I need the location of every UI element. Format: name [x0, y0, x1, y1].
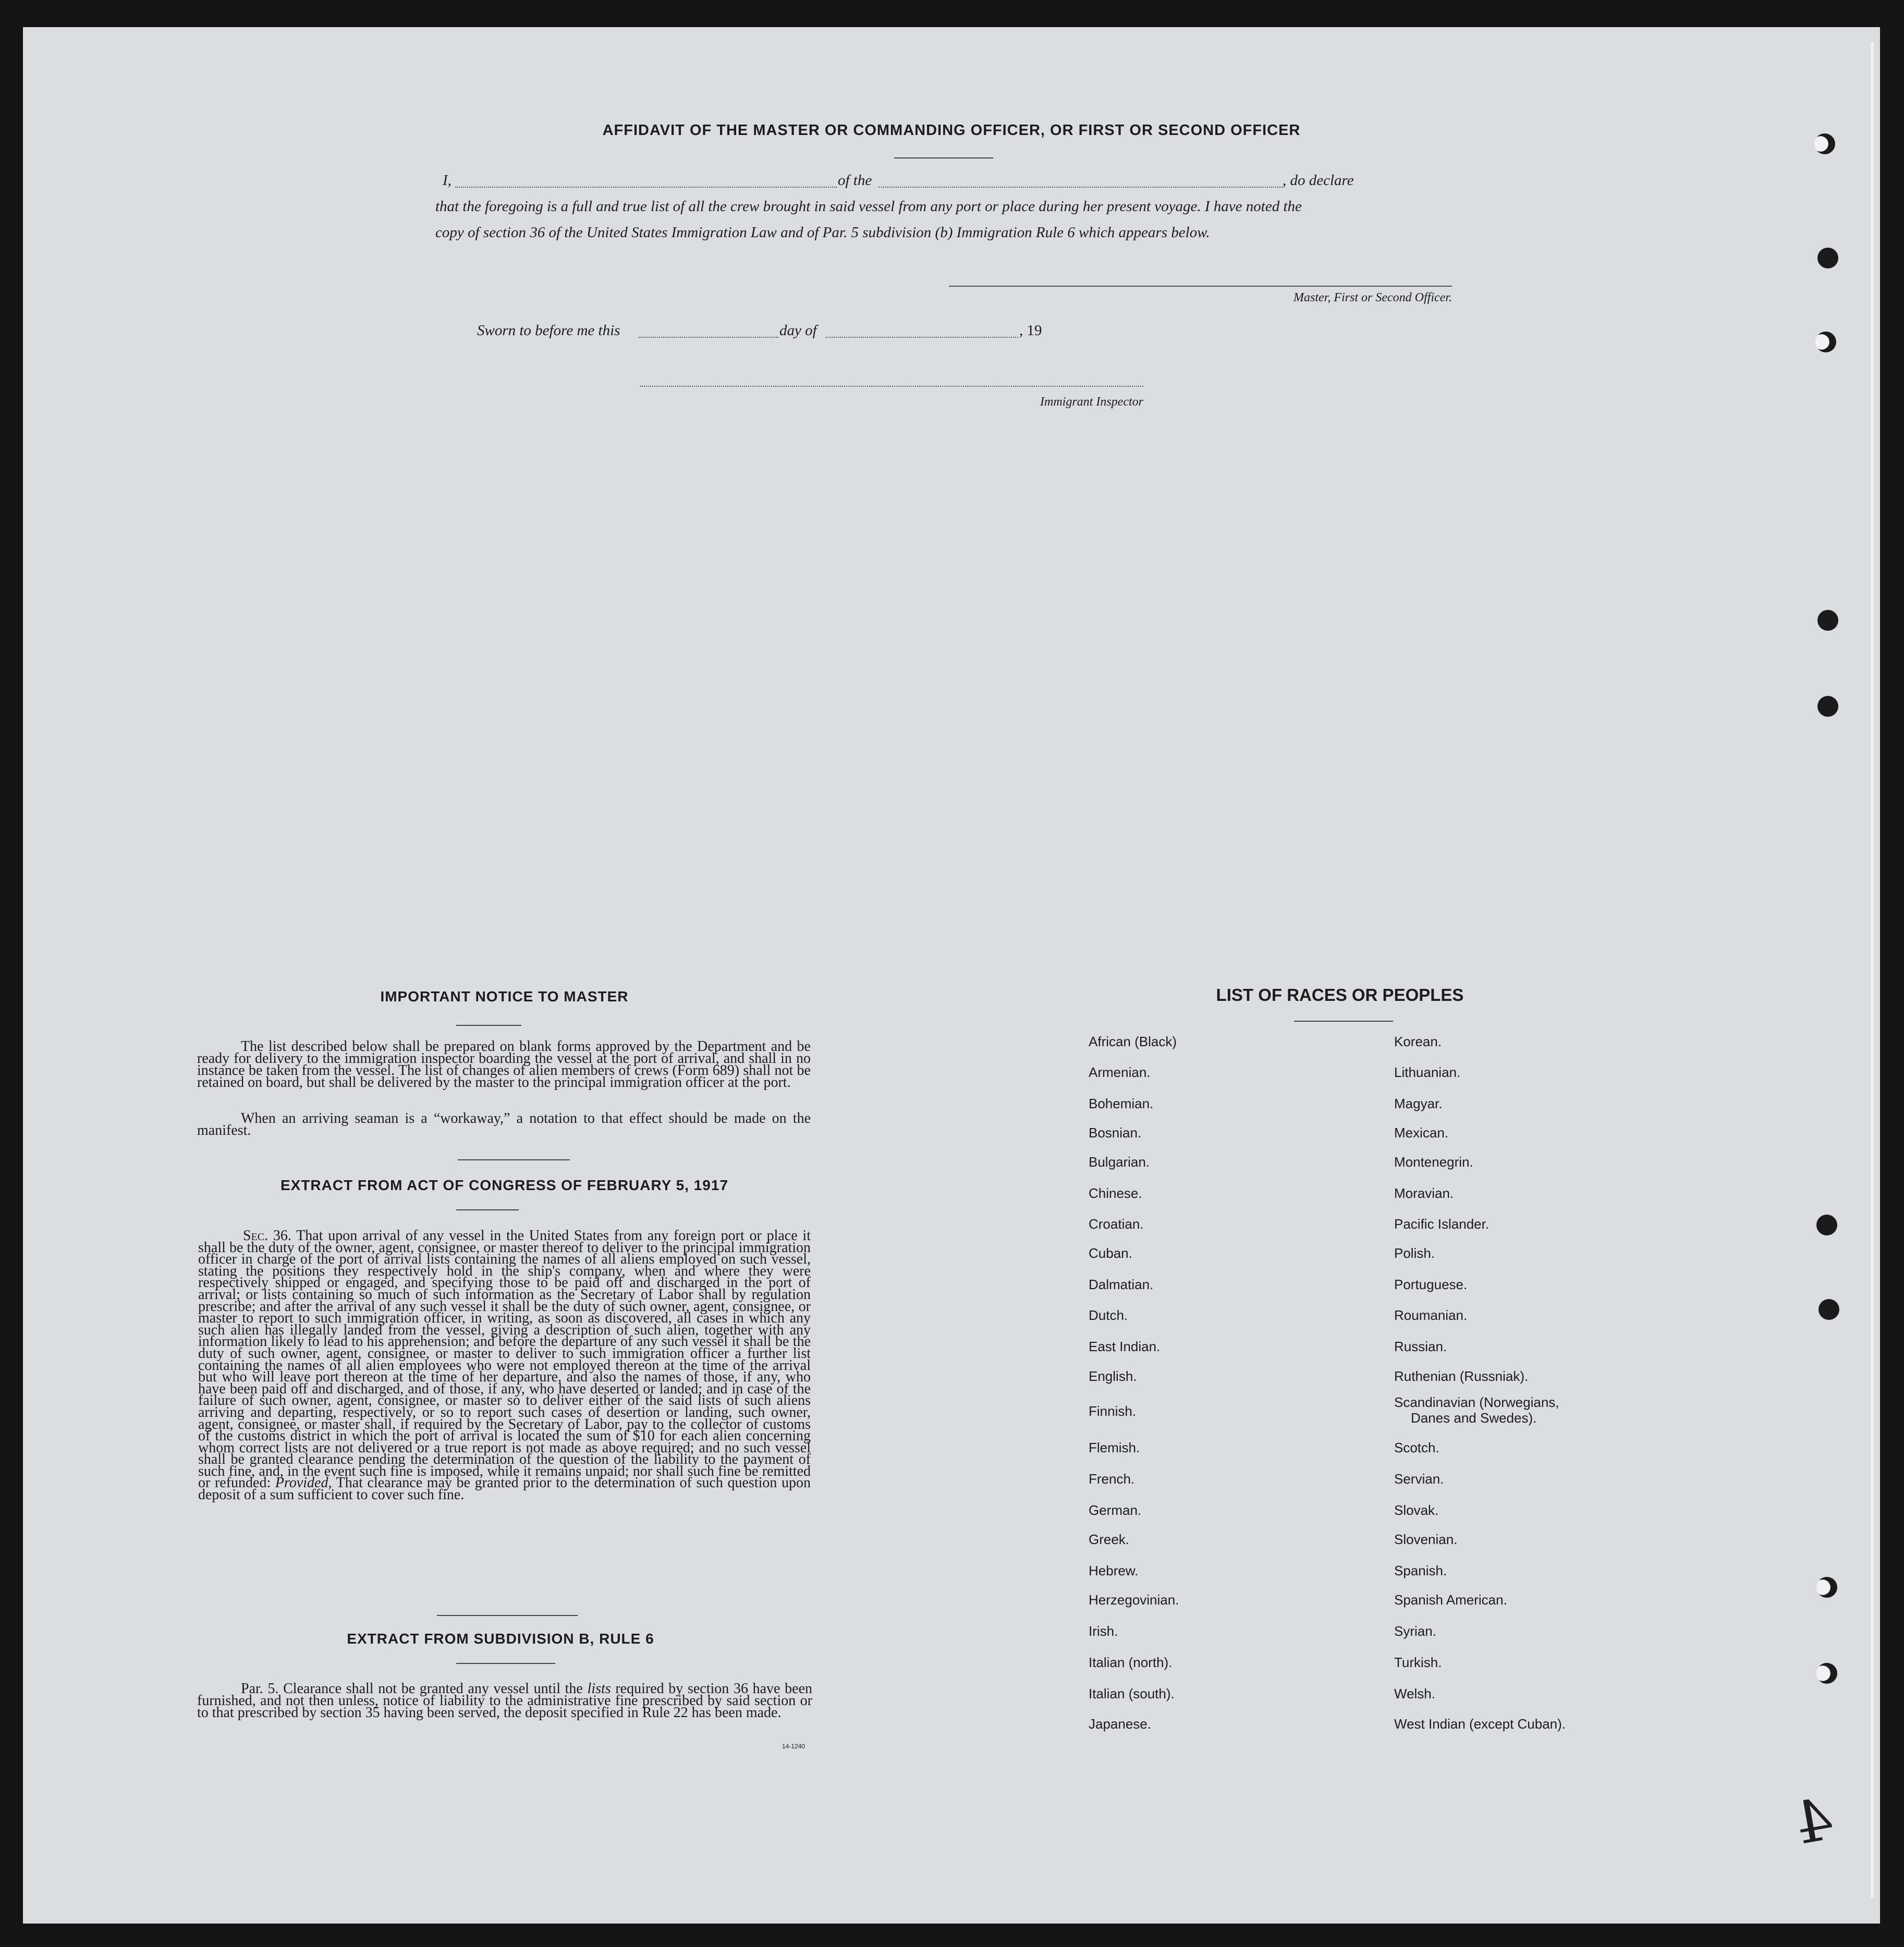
binder-hole: [1816, 1577, 1837, 1598]
binder-hole: [1815, 332, 1836, 352]
rule-paragraph-5: [197, 1683, 812, 1719]
race-item: Irish.: [1089, 1623, 1118, 1639]
race-item: Roumanian.: [1394, 1307, 1468, 1323]
binder-hole: [1817, 610, 1838, 631]
notice-title: IMPORTANT NOTICE TO MASTER: [380, 988, 629, 1005]
race-item: Mexican.: [1394, 1125, 1449, 1141]
race-item: Montenegrin.: [1394, 1154, 1473, 1170]
race-item: Servian.: [1394, 1471, 1444, 1487]
race-item: Slovak.: [1394, 1502, 1439, 1518]
race-item: French.: [1089, 1471, 1135, 1487]
binder-hole: [1818, 1299, 1839, 1320]
section-label: Sec. 36.: [243, 1228, 291, 1244]
rule-text-start: Par. 5. Clearance shall not be granted any vessel until the: [241, 1681, 583, 1697]
page-edge: [1871, 42, 1874, 1897]
race-item: Pacific Islander.: [1394, 1216, 1490, 1232]
declarant-name-field[interactable]: [455, 187, 837, 188]
race-item: Flemish.: [1089, 1440, 1140, 1455]
master-signature-label: Master, First or Second Officer.: [1293, 291, 1452, 304]
race-item: Italian (south).: [1089, 1686, 1175, 1701]
binder-hole: [1814, 133, 1835, 154]
master-signature-line[interactable]: [949, 286, 1452, 287]
form-number: 14-1240: [782, 1743, 805, 1750]
race-item: Dalmatian.: [1089, 1277, 1154, 1292]
race-item: Moravian.: [1394, 1185, 1454, 1201]
race-item: Herzegovinian.: [1089, 1592, 1179, 1608]
of-the-label: of the: [838, 172, 872, 189]
year-label: , 19: [1019, 322, 1042, 339]
declare-label: , do declare: [1283, 172, 1354, 189]
race-item: Chinese.: [1089, 1185, 1142, 1201]
sworn-label: Sworn to before me this: [477, 322, 620, 339]
binder-hole: [1817, 696, 1838, 717]
act-extract-title: EXTRACT FROM ACT OF CONGRESS OF FEBRUARY 5, 1917: [280, 1177, 729, 1193]
race-item: Italian (north).: [1089, 1655, 1173, 1670]
race-item: Dutch.: [1089, 1307, 1128, 1323]
vessel-name-field[interactable]: [878, 187, 1283, 188]
race-item: Japanese.: [1089, 1716, 1151, 1732]
race-item: Syrian.: [1394, 1623, 1436, 1639]
race-item: Welsh.: [1394, 1686, 1435, 1701]
races-title: LIST OF RACES OR PEOPLES: [1216, 985, 1464, 1005]
divider: [894, 157, 993, 158]
binder-hole: [1817, 248, 1838, 268]
race-item: English.: [1089, 1368, 1137, 1384]
race-item: African (Black): [1089, 1034, 1177, 1049]
race-item: Slovenian.: [1394, 1532, 1458, 1547]
sworn-line: [477, 322, 1155, 343]
binder-hole: [1816, 1215, 1837, 1235]
section-body-end: That clearance may be granted prior to the determination of such question upon deposit of a sum sufficient to cover such fine.: [198, 1475, 811, 1503]
race-item: Cuban.: [1089, 1245, 1132, 1261]
race-item: Polish.: [1394, 1245, 1435, 1261]
binder-hole: [1816, 1663, 1837, 1684]
inspector-signature-label: Immigrant Inspector: [1040, 395, 1143, 409]
race-item: Korean.: [1394, 1034, 1442, 1049]
race-item: Spanish American.: [1394, 1592, 1507, 1608]
inspector-signature-line[interactable]: [640, 386, 1143, 387]
declarant-prefix: I,: [443, 172, 451, 189]
lists-word: lists: [587, 1681, 611, 1697]
divider: [437, 1615, 578, 1616]
race-item: Ruthenian (Russniak).: [1394, 1368, 1529, 1384]
race-item: Bosnian.: [1089, 1125, 1142, 1141]
race-item: Lithuanian.: [1394, 1064, 1461, 1080]
race-item: Greek.: [1089, 1532, 1130, 1547]
race-item: Scotch.: [1394, 1440, 1439, 1455]
race-item: Croatian.: [1089, 1216, 1144, 1232]
race-item: Finnish.: [1089, 1403, 1137, 1419]
race-item: Hebrew.: [1089, 1563, 1139, 1578]
rule-extract-title: EXTRACT FROM SUBDIVISION B, RULE 6: [347, 1631, 654, 1647]
affidavit-line-3: copy of section 36 of the United States Immigration Law and of Par. 5 subdivision (b) Immigration Rule 6 which appears below.: [435, 224, 1210, 241]
race-item: Turkish.: [1394, 1655, 1442, 1670]
race-item: East Indian.: [1089, 1339, 1161, 1354]
race-item: West Indian (except Cuban).: [1394, 1716, 1566, 1732]
race-item: Spanish.: [1394, 1563, 1447, 1578]
race-item: Magyar.: [1394, 1096, 1443, 1111]
race-item: Bulgarian.: [1089, 1154, 1150, 1170]
affidavit-line-1: [435, 172, 1452, 193]
race-item: German.: [1089, 1502, 1142, 1518]
divider: [458, 1159, 570, 1160]
race-item: Portuguese.: [1394, 1277, 1468, 1292]
race-item: Russian.: [1394, 1339, 1447, 1354]
sworn-month-field[interactable]: [825, 337, 1018, 338]
race-item: Armenian.: [1089, 1064, 1151, 1080]
notice-paragraph-1: The list described below shall be prepared on blank forms approved by the Department and be ready for delivery to the immigration inspector boarding the vessel at the port of arrival, and shall in no instance be taken from the vessel. The list of changes of alien members of crews (Form 689) shall not be retained on board, but shall be delivered by the master to the principal immigration officer at the port.: [197, 1038, 811, 1091]
divider: [1294, 1021, 1393, 1022]
handwritten-mark: 4: [1790, 1785, 1838, 1858]
race-item: Bohemian.: [1089, 1096, 1154, 1111]
provided-word: Provided,: [275, 1475, 332, 1491]
notice-paragraph-2: When an arriving seaman is a “workaway,” a notation to that effect should be made on the manifest.: [197, 1110, 811, 1138]
race-item: Scandinavian (Norwegians,: [1394, 1394, 1559, 1410]
divider: [456, 1209, 519, 1210]
sworn-day-field[interactable]: [639, 337, 778, 338]
day-of-label: day of: [779, 322, 817, 339]
race-item-continuation: Danes and Swedes).: [1411, 1410, 1537, 1426]
affidavit-title: AFFIDAVIT OF THE MASTER OR COMMANDING OFFICER, OR FIRST OR SECOND OFFICER: [602, 122, 1301, 139]
divider: [456, 1025, 521, 1026]
section-body: That upon arrival of any vessel in the United States from any foreign port or place it shall be the duty of the owner, agent, consignee, or master thereof to deliver to the principal immigration officer in charge of the port of arrival lists containing the names of all aliens employed on such vessel, stating the positions they respectively hold in the ship's company, when and where they were respectively shipped or engaged, and specifying those to be paid off and discharged in the port of arrival; or lists containing so much of such information as the Secretary of Labor shall by regulation prescribe; and after the arrival of any such vessel it shall be the duty of such owner, agent, consignee, or master to report to such immigration officer, in writing, as soon as discovered, all cases in which any such alien has illegally landed from the vessel, giving a description of such alien, together with any information likely to lead to his apprehension; and before the departure of any such vessel it shall be the duty of such owner, agent, consignee, or master to deliver to such immigration officer a further list containing the names of all alien employees who were not employed thereon at the time of the arrival but who will leave port thereon at the time of her departure, and also the names of those, if any, who have been paid off and discharged, and of those, if any, who have deserted or landed; and in case of the failure of such owner, agent, consignee, or master so to deliver either of the said lists of such aliens arriving and departing, respectively, or so to report such cases of desertion or landing, such owner, agent, consignee, or master shall, if required by the Secretary of Labor, pay to the collector of customs of the customs district in which the port of arrival is located the sum of $10 for each alien concerning whom correct lists are not delivered or a true report is not made as above required; and no such vessel shall be granted clearance pending the determination of the question of the liability to the payment of such fine, and, in the event such fine is imposed, while it remains unpaid; nor shall such fine be remitted or refunded:: [198, 1228, 811, 1491]
act-section-36: [198, 1230, 811, 1501]
affidavit-line-2: that the foregoing is a full and true list of all the crew brought in said vessel from any port or place during her present voyage. I have noted the: [435, 198, 1302, 215]
rule-text-end: required by section 36 have been furnished, and not then unless, notice of liability to the administrative fine prescribed by said section or to that prescribed by section 35 having been served, the deposit specified in Rule 22 has been made.: [197, 1681, 812, 1721]
divider: [456, 1663, 555, 1664]
